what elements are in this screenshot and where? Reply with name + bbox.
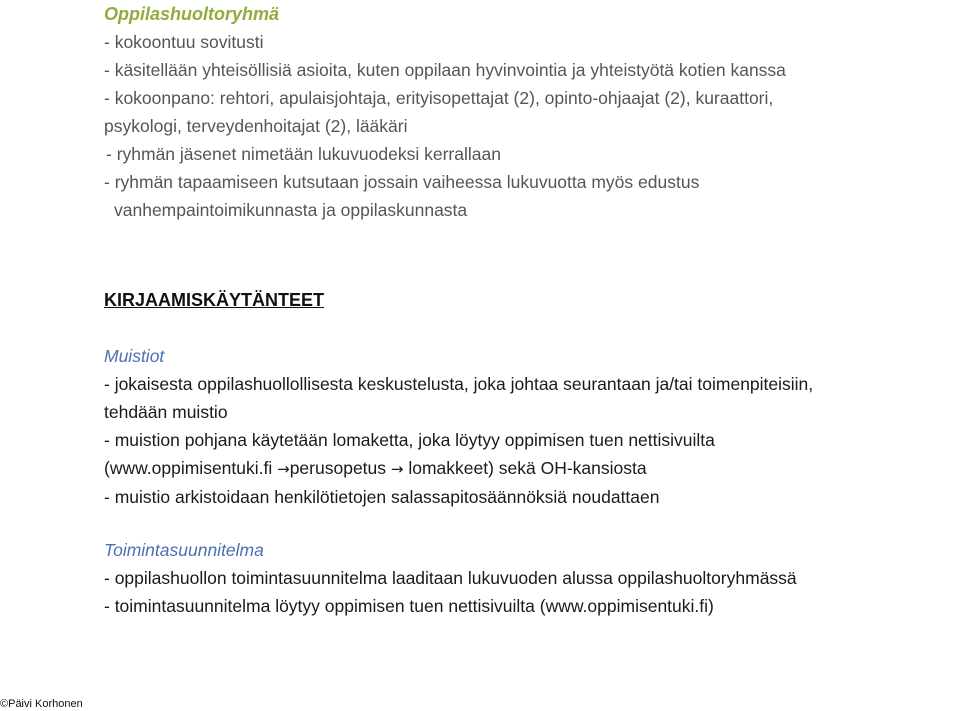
section-heading-kirjaamiskaytanteet: KIRJAAMISKÄYTÄNTEET [104,290,325,310]
text-line: - muistion pohjana käytetään lomaketta, joka löytyy oppimisen tuen nettisivuilta [104,430,715,450]
text-line: - jokaisesta oppilashuollollisesta keskustelusta, joka johtaa seurantaan ja/tai toimenpiteisiin, [104,374,814,394]
text-line: - kokoonpano: rehtori, apulaisjohtaja, erityisopettajat (2), opinto-ohjaajat (2), kuraattori, [104,88,774,108]
text-line: - ryhmän tapaamiseen kutsutaan jossain vaiheessa lukuvuotta myös edustus [104,172,700,192]
url-text: (www.oppimisentuki.fi [104,458,278,478]
text-line: - muistio arkistoidaan henkilötietojen salassapitosäännöksiä noudattaen [104,487,660,507]
text-line: tehdään muistio [104,402,228,422]
subsection-muistiot [104,342,956,511]
text-line-with-arrows [104,454,956,483]
path-segment-perusopetus: perusopetus [289,458,391,478]
arrow-right-icon: → [277,460,290,478]
text-line: vanhempaintoimikunnasta ja oppilaskunnasta [114,200,468,220]
subsection-heading-toimintasuunnitelma: Toimintasuunnitelma [104,540,264,560]
copyright-footer: ©Päivi Korhonen [0,698,83,710]
section-oppilashuoltoryhma [104,0,956,224]
text-line: - kokoontuu sovitusti [104,32,264,52]
text-line: - ryhmän jäsenet nimetään lukuvuodeksi kerrallaan [106,144,501,164]
subsection-toimintasuunnitelma [104,536,956,620]
path-segment-lomakkeet: lomakkeet) sekä OH-kansiosta [403,458,647,478]
section-heading-oppilashuoltoryhma: Oppilashuoltoryhmä [104,4,280,24]
text-line: - oppilashuollon toimintasuunnitelma laaditaan lukuvuoden alussa oppilashuoltoryhmässä [104,568,797,588]
subsection-heading-muistiot: Muistiot [104,346,165,366]
text-line: - toimintasuunnitelma löytyy oppimisen tuen nettisivuilta (www.oppimisentuki.fi) [104,596,714,616]
arrow-right-icon: → [390,460,404,478]
section-kirjaamiskaytanteet [104,286,956,314]
text-line: psykologi, terveydenhoitajat (2), lääkäri [104,116,408,136]
text-line: - käsitellään yhteisöllisiä asioita, kuten oppilaan hyvinvointia ja yhteistyötä kotien kanssa [104,60,786,80]
